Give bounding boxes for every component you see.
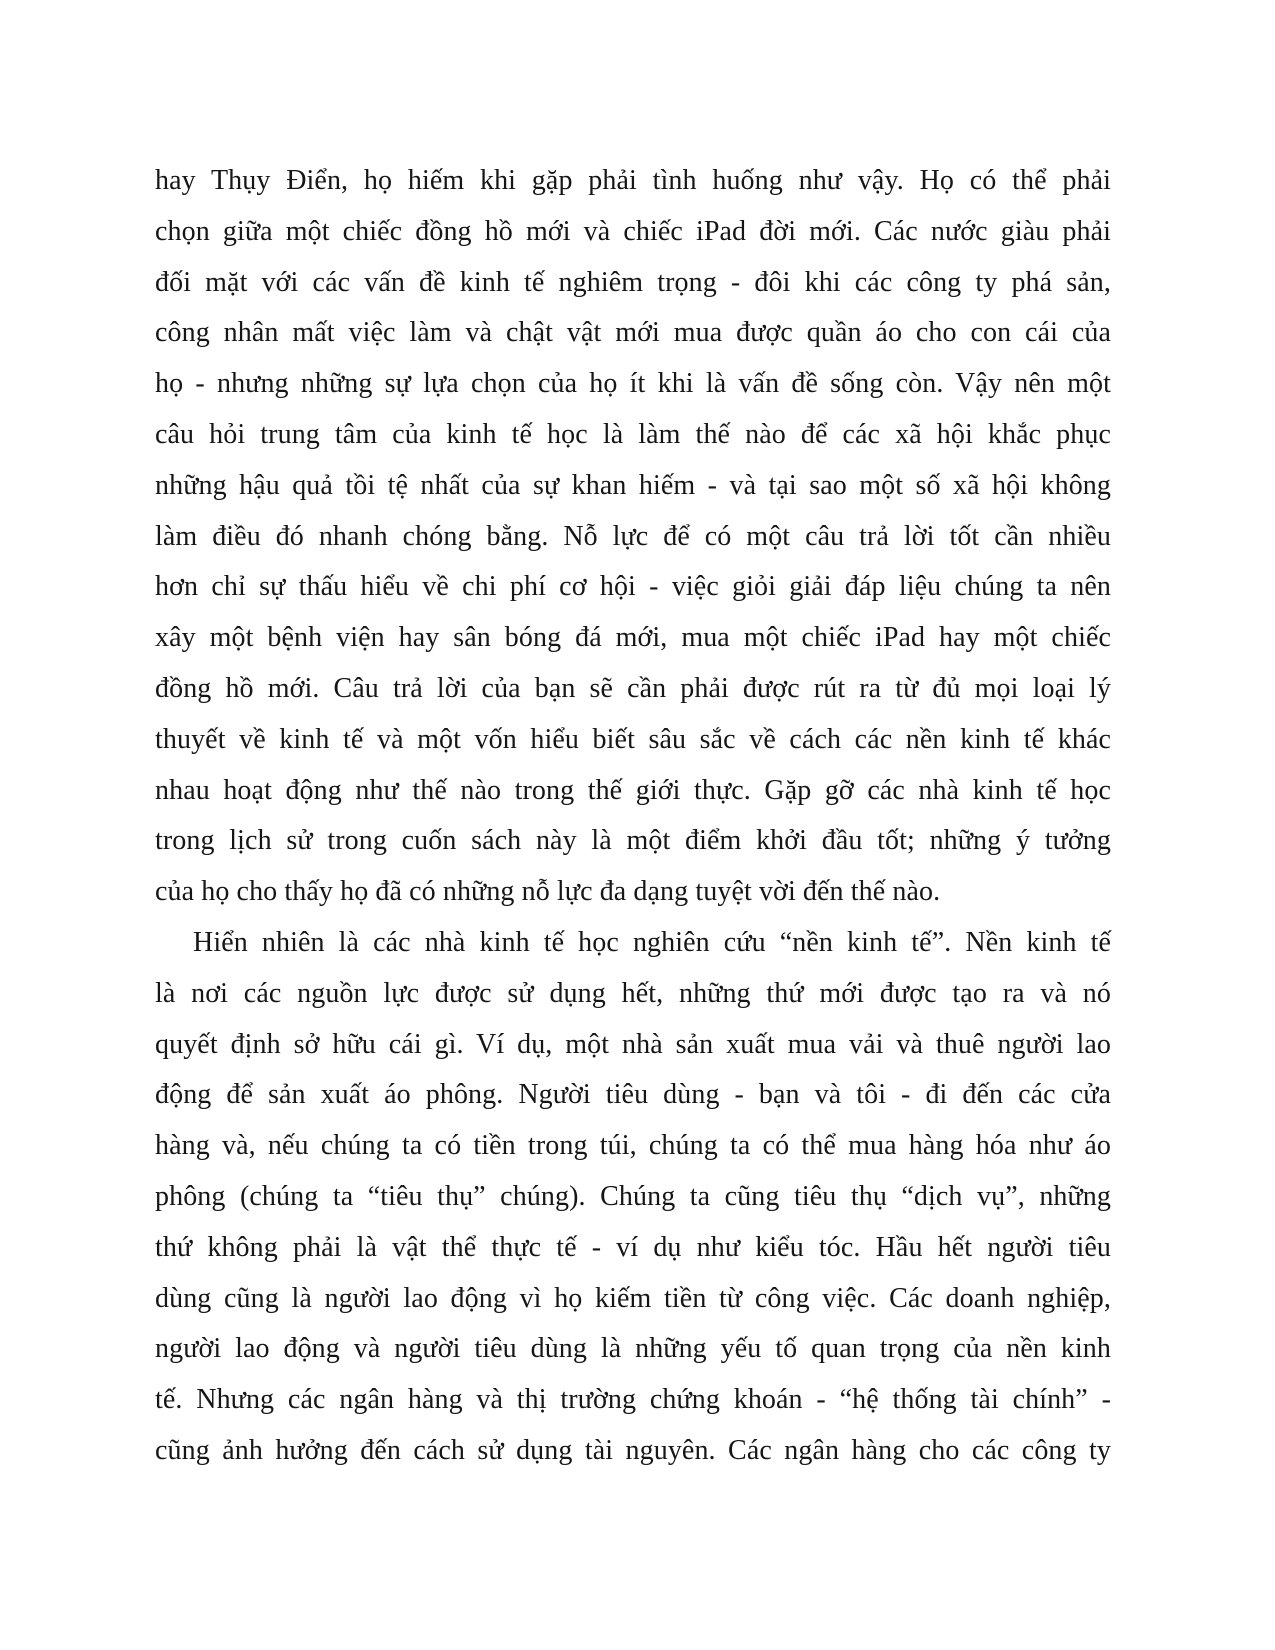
text-line: là nơi các nguồn lực được sử dụng hết, những thứ mới được tạo ra và nó xyxy=(155,977,1111,1009)
paragraph xyxy=(155,156,1111,918)
text-line: câu hỏi trung tâm của kinh tế học là làm thế nào để các xã hội khắc phục xyxy=(155,418,1111,450)
text-line: làm điều đó nhanh chóng bằng. Nỗ lực để có một câu trả lời tốt cần nhiều xyxy=(155,520,1111,552)
text-line: hơn chỉ sự thấu hiểu về chi phí cơ hội - việc giỏi giải đáp liệu chúng ta nên xyxy=(155,571,1111,603)
text-line: của họ cho thấy họ đã có những nỗ lực đa dạng tuyệt vời đến thế nào. xyxy=(155,876,941,908)
text-line: người lao động và người tiêu dùng là những yếu tố quan trọng của nền kinh xyxy=(155,1333,1111,1365)
text-line: hàng và, nếu chúng ta có tiền trong túi, chúng ta có thể mua hàng hóa như áo xyxy=(155,1130,1111,1162)
text-line: phông (chúng ta “tiêu thụ” chúng). Chúng ta cũng tiêu thụ “dịch vụ”, những xyxy=(155,1180,1111,1212)
text-line: họ - nhưng những sự lựa chọn của họ ít khi là vấn đề sống còn. Vậy nên một xyxy=(155,368,1111,400)
text-line: nhau hoạt động như thế nào trong thế giới thực. Gặp gỡ các nhà kinh tế học xyxy=(155,774,1111,806)
text-line: đồng hồ mới. Câu trả lời của bạn sẽ cần phải được rút ra từ đủ mọi loại lý xyxy=(155,672,1111,704)
text-line: quyết định sở hữu cái gì. Ví dụ, một nhà sản xuất mua vải và thuê người lao xyxy=(155,1028,1111,1060)
text-line: tế. Nhưng các ngân hàng và thị trường chứng khoán - “hệ thống tài chính” - xyxy=(155,1384,1111,1416)
text-line: thuyết về kinh tế và một vốn hiểu biết sâu sắc về cách các nền kinh tế khác xyxy=(155,723,1111,755)
text-line: hay Thụy Điển, họ hiếm khi gặp phải tình huống như vậy. Họ có thể phải xyxy=(155,165,1111,196)
text-line: công nhân mất việc làm và chật vật mới mua được quần áo cho con cái của xyxy=(155,317,1111,349)
text-line: động để sản xuất áo phông. Người tiêu dùng - bạn và tôi - đi đến các cửa xyxy=(155,1079,1111,1111)
text-line: cũng ảnh hưởng đến cách sử dụng tài nguyên. Các ngân hàng cho các công ty xyxy=(155,1434,1111,1466)
page-text xyxy=(155,156,1111,1477)
text-line: xây một bệnh viện hay sân bóng đá mới, mua một chiếc iPad hay một chiếc xyxy=(155,622,1111,654)
text-line: Hiển nhiên là các nhà kinh tế học nghiên cứu “nền kinh tế”. Nền kinh tế xyxy=(193,926,1111,958)
text-line: trong lịch sử trong cuốn sách này là một điểm khởi đầu tốt; những ý tưởng xyxy=(155,825,1111,857)
text-line: những hậu quả tồi tệ nhất của sự khan hiếm - và tại sao một số xã hội không xyxy=(155,469,1111,501)
paragraph xyxy=(155,918,1111,1477)
text-line: thứ không phải là vật thể thực tế - ví dụ như kiểu tóc. Hầu hết người tiêu xyxy=(155,1231,1111,1263)
text-line: dùng cũng là người lao động vì họ kiếm tiền từ công việc. Các doanh nghiệp, xyxy=(155,1282,1111,1314)
text-line: chọn giữa một chiếc đồng hồ mới và chiếc iPad đời mới. Các nước giàu phải xyxy=(155,215,1111,247)
text-line: đối mặt với các vấn đề kinh tế nghiêm trọng - đôi khi các công ty phá sản, xyxy=(155,266,1111,298)
